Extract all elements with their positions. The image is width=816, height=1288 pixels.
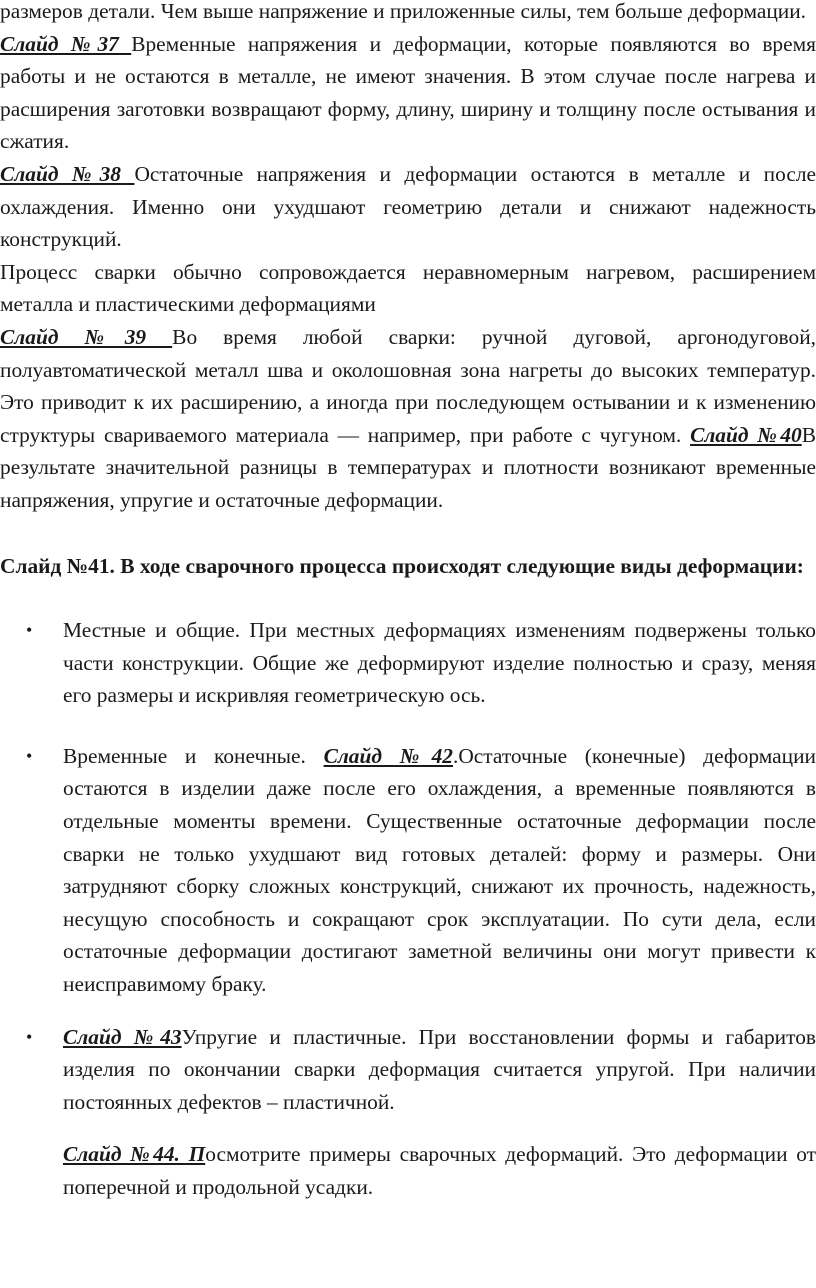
list-item <box>0 614 816 712</box>
bullet-icon: • <box>26 745 33 766</box>
list-item-text <box>63 1021 816 1119</box>
list-item <box>0 740 816 1001</box>
slide-44-label: Слайд №44. П <box>63 1142 206 1167</box>
paragraph-slide-44 <box>0 1138 816 1203</box>
slide-40-text: В результате значительной разницы в температурах и плотности возникают временные напряжения, упругие и остаточные деформации. <box>0 422 816 512</box>
slide-37-label: Слайд №37 <box>0 31 132 56</box>
list-item-text: Местные и общие. При местных деформациях изменениям подвержены только части конструкции. Общие же деформируют изделие полностью и сразу, меняя его размеры и искривляя геометрическую ось. <box>63 618 816 708</box>
list-item <box>0 1021 816 1119</box>
slide-37-text: Временные напряжения и деформации, которые появляются во время работы и не остаются в металле, не имеют значения. В этом случае после нагрева и расширения заготовки возвращают форму, длину, ширину и толщину после остывания и сжатия. <box>0 31 816 154</box>
paragraph-slide-38 <box>0 158 816 256</box>
bullet-icon: • <box>26 1026 33 1047</box>
slide-38-text: Остаточные напряжения и деформации остаются в металле и после охлаждения. Именно они ухудшают геометрию детали и снижают надежность конструкций. <box>0 161 816 252</box>
list-item-text <box>63 740 816 1001</box>
list-item-lead: Временные и конечные. <box>63 743 324 768</box>
slide-39-text: Во время любой сварки: ручной дуговой, аргонодуговой, полуавтоматической металл шва и околошовная зона нагреты до высоких температур. Это приводит к их расширению, а иногда при последующем остывании и к изменению структуры свариваемого материала — например, при работе с чугуном. <box>0 324 816 447</box>
section-heading-slide-41: Слайд №41. В ходе сварочного процесса происходят следующие виды деформации: <box>0 553 804 578</box>
bullet-icon: • <box>26 620 33 641</box>
paragraph-process: Процесс сварки обычно сопровождается неравномерным нагревом, расширением металла и пластическими деформациями <box>0 259 816 317</box>
slide-44-text: осмотрите примеры сварочных деформаций. Это деформации от поперечной и продольной усадки. <box>63 1142 816 1199</box>
paragraph-slide-37 <box>0 28 816 158</box>
slide-42-label: Слайд №42 <box>323 743 453 768</box>
slide-40-label: Слайд №40 <box>690 422 802 447</box>
slide-39-label: Слайд №39 <box>0 324 173 349</box>
slide-38-label: Слайд №38 <box>0 161 135 186</box>
slide-43-label: Слайд №43 <box>63 1024 182 1049</box>
paragraph-intro: размеров детали. Чем выше напряжение и приложенные силы, тем больше деформации. <box>0 0 807 23</box>
deformation-types-list <box>0 614 816 1118</box>
paragraph-slide-39-40 <box>0 321 816 517</box>
slide-43-text: Упругие и пластичные. При восстановлении формы и габаритов изделия по окончании сварки деформация считается упругой. При наличии постоянных дефектов – пластичной. <box>63 1024 816 1114</box>
slide-42-text: .Остаточные (конечные) деформации остаются в изделии даже после его охлаждения, а временные появляются в отдельные моменты времени. Существенные остаточные деформации после сварки не только ухудшают вид готовых деталей: форму и размеры. Они затрудняют сборку сложных конструкций, снижают их прочность, надежность, несущую способность и сокращают срок эксплуатации. По сути дела, если остаточные деформации достигают заметной величины они могут привести к неисправимому браку. <box>63 743 816 997</box>
